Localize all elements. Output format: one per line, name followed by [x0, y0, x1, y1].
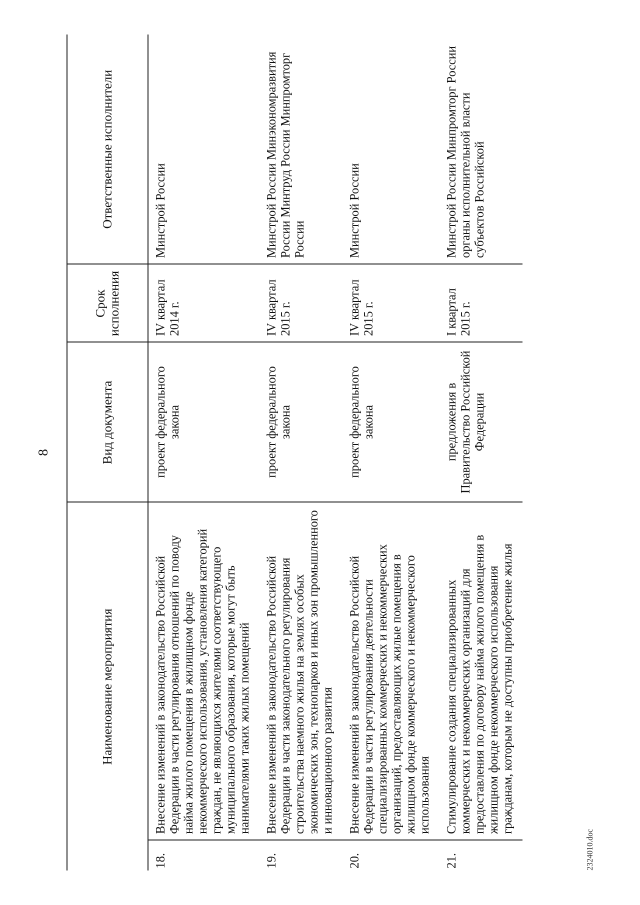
measures-table — [67, 35, 523, 871]
table-row — [148, 35, 260, 871]
measure-name: Внесение изменений в законодательство Российской Федерации в части законодательного регулирования строительства наемного жилья на землях особых экономических зон, технопарков и иных зон промышленного и инновационного развития — [260, 503, 343, 841]
measure-name: Внесение изменений в законодательство Российской Федерации в части регулирования отношений по поводу найма жилого помещения в жилищном фонде некоммерческого использования, установления категорий граждан, не являющихся жителями соответствующего муниципального образования, которые могут быть нанимателями таких жилых помещений — [148, 503, 260, 841]
responsible-executors: Минстрой России Минэкономразвития России Минтруд России Минпромторг России — [260, 35, 343, 265]
measure-name: Внесение изменений в законодательство Российской Федерации в части регулирования деятельности специализированных коммерческих и некоммерческих организаций, предоставляющих жилые помещения в жилищном фонде коммерческого и некоммерческого использования — [343, 503, 440, 841]
row-number: 19. — [264, 853, 279, 869]
document-type: предложения в Правительство Российской Федерации — [440, 343, 523, 503]
responsible-executors: Минстрой России Минпромторг России органы исполнительной власти субъектов Российской — [440, 35, 523, 265]
row-number: 18. — [153, 853, 168, 869]
deadline: IV квартал 2014 г. — [148, 265, 260, 343]
deadline: I квартал 2015 г. — [440, 265, 523, 343]
column-header-responsible: Ответственные исполнители — [67, 35, 148, 265]
table-row — [260, 35, 343, 871]
deadline: IV квартал 2015 г. — [260, 265, 343, 343]
responsible-executors: Минстрой России — [343, 35, 440, 265]
table-row — [343, 35, 440, 871]
column-header-deadline: Срок исполнения — [67, 265, 148, 343]
document-type: проект федерального закона — [343, 343, 440, 503]
deadline: IV квартал 2015 г. — [343, 265, 440, 343]
document-type: проект федерального закона — [260, 343, 343, 503]
row-number: 20. — [347, 853, 362, 869]
table-header-row — [67, 35, 148, 871]
column-header-name: Наименование мероприятия — [67, 503, 148, 871]
page-number: 8 — [36, 449, 52, 456]
row-number: 21. — [444, 853, 459, 869]
footer-document-code: 2324010.doc — [585, 828, 595, 871]
document-type: проект федерального закона — [148, 343, 260, 503]
responsible-executors: Минстрой России — [148, 35, 260, 265]
document-page — [33, 35, 608, 871]
column-header-doc-type: Вид документа — [67, 343, 148, 503]
measure-name: Стимулирование создания специализированных коммерческих и некоммерческих организаций для предоставления по договору найма жилого помещения в жилищном фонде некоммерческого использования гражданам, которым не доступны приобретение жилья — [440, 503, 523, 841]
table-row — [440, 35, 523, 871]
